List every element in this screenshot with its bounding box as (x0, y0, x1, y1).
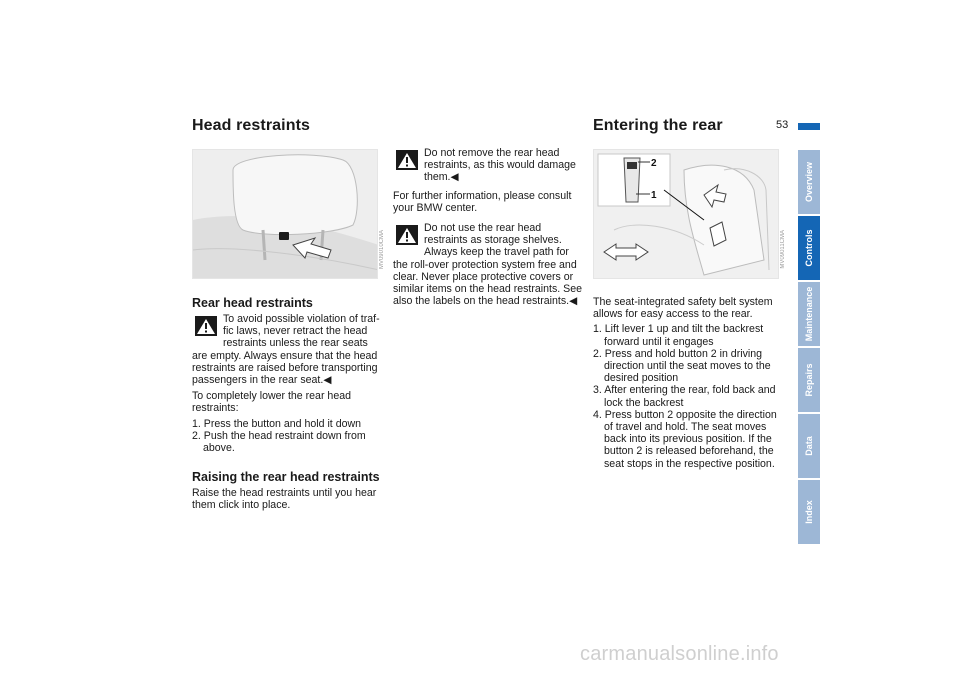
intro-text: The seat-integrated safety belt system allows for easy access to the rear. (593, 296, 773, 321)
list-item: 4. Press button 2 opposite the direction of travel and hold. The seat moves back into its previous position. If the button 2 is released beforehand, the seat stops in the respective position. (593, 408, 777, 470)
raise-text: Raise the head restraints until you hear them click into place. (192, 487, 377, 512)
callout-1: 1 (651, 190, 657, 201)
warning-icon (396, 225, 418, 245)
warning-text: To avoid possible violation of traf-fic laws, never retract the head restraints unless the rear seats are empty. Always ensure that the head restraints are raised before transporting passengers in the rear seat.◀ (192, 313, 380, 387)
list-item: 1. Lift lever 1 up and tilt the backrest forward until it engages (593, 323, 764, 348)
tab-repairs[interactable] (798, 348, 820, 412)
section-tabs (798, 150, 820, 546)
watermark: carmanualsonline.info (580, 643, 779, 665)
warning-block (192, 313, 384, 386)
tab-label: Controls (804, 229, 814, 267)
middle-column (393, 147, 585, 310)
warning-icon (195, 316, 217, 336)
tab-index[interactable] (798, 480, 820, 544)
list-item: 3. After entering the rear, fold back and lock the backrest (593, 384, 776, 409)
warning-text: Do not remove the rear head restraints, as this would damage them.◀ (424, 147, 576, 184)
seat-illustration (594, 150, 779, 279)
tab-label: Maintenance (804, 286, 814, 342)
tab-label: Index (804, 500, 814, 524)
entry-steps-list (593, 323, 785, 469)
list-item: 1. Press the button and hold it down (192, 417, 362, 430)
raise-text-block (192, 487, 384, 514)
tab-maintenance[interactable] (798, 282, 820, 346)
head-restraint-illustration (193, 150, 378, 279)
page-heading-head-restraints: Head restraints (192, 117, 310, 134)
list-item: 2. Push the head restraint down from above. (192, 429, 366, 455)
rear-entry-figure (593, 149, 779, 279)
tab-overview[interactable] (798, 150, 820, 214)
page-number: 53 (776, 119, 789, 131)
left-figure-code: MV09010CMA (379, 230, 385, 270)
tab-label: Repairs (804, 363, 814, 397)
info-text: For further information, please consult your BMW center. (393, 189, 572, 214)
warning-icon (396, 150, 418, 170)
tab-controls[interactable] (798, 216, 820, 280)
page-heading-entering-rear: Entering the rear (593, 117, 723, 134)
lower-steps-list (192, 418, 384, 455)
right-column (593, 296, 785, 470)
warning-block (393, 222, 585, 307)
left-column (192, 313, 384, 454)
head-restraint-figure (192, 149, 378, 279)
page-number-bar (798, 123, 820, 130)
warning-text: Do not use the rear head restraints as storage shelves. Always keep the travel path for the roll-over protection system free and clear. Never place protective covers or similar items on the head restraints. See also the labels on the head restraints.◀ (393, 222, 583, 308)
tab-label: Data (804, 436, 814, 456)
subheading-rear-head-restraints: Rear head restraints (192, 296, 313, 310)
subheading-raising-restraints: Raising the rear head restraints (192, 470, 380, 484)
lower-instructions-intro: To completely lower the rear head restraints: (192, 390, 351, 415)
list-item: 2. Press and hold button 2 in driving direction until the seat moves to the desired position (593, 347, 771, 385)
right-figure-code: MV09011CMA (780, 230, 786, 269)
warning-block (393, 147, 585, 184)
tab-data[interactable] (798, 414, 820, 478)
tab-label: Overview (804, 161, 814, 203)
callout-2: 2 (651, 158, 657, 169)
